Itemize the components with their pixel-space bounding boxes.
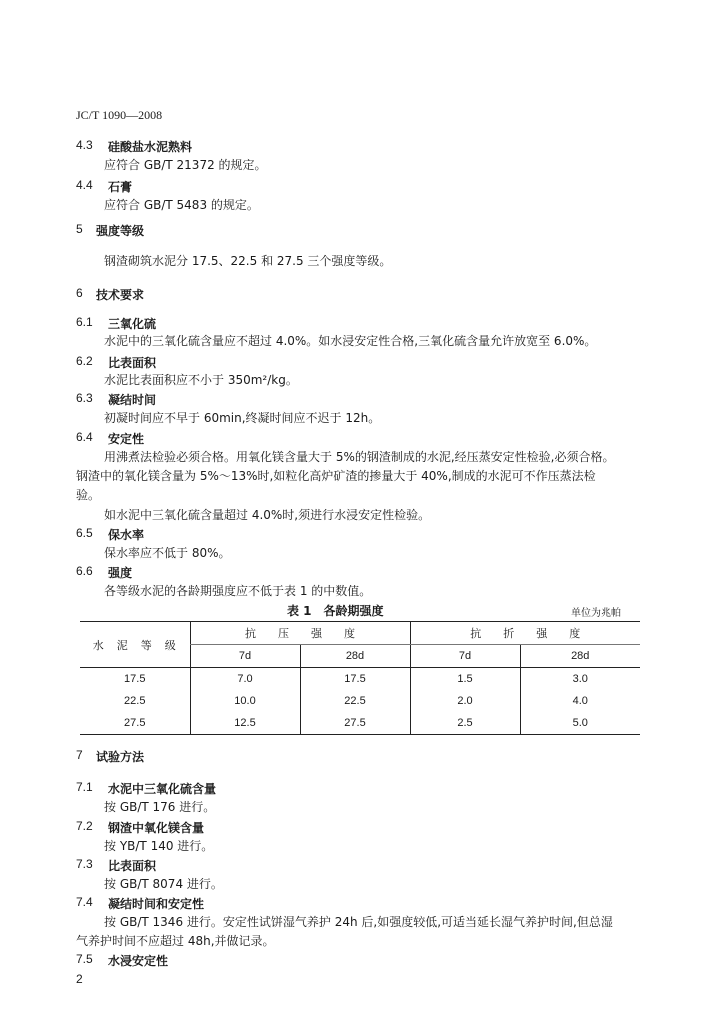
table-cell-compressive-28d: 22.5 bbox=[300, 690, 410, 712]
section-7-2-body: 按 YB/T 140 进行。 bbox=[104, 839, 214, 853]
table-cell-grade: 22.5 bbox=[124, 695, 146, 707]
section-6-3-title: 凝结时间 bbox=[108, 393, 157, 407]
table-header-grade: 水 泥 等 级 bbox=[80, 622, 190, 668]
table-cell-compressive-7d: 12.5 bbox=[190, 712, 300, 735]
table-cell-grade: 17.5 bbox=[124, 673, 146, 685]
section-7-1-body: 按 GB/T 176 进行。 bbox=[104, 800, 216, 814]
section-6-6-title: 强度 bbox=[108, 566, 133, 580]
table-cell-flexural-7d: 2.0 bbox=[410, 690, 520, 712]
table-row bbox=[80, 690, 640, 712]
table-cell-compressive-7d: 7.0 bbox=[190, 668, 300, 691]
section-6-1-title: 三氧化硫 bbox=[108, 317, 157, 331]
section-6-4-line-4: 如水泥中三氧化硫含量超过 4.0%时,须进行水浸安定性检验。 bbox=[104, 508, 431, 522]
section-6-4-line-3: 验。 bbox=[76, 488, 101, 502]
table-header-compressive-7d: 7d bbox=[190, 645, 300, 668]
section-6-2-title: 比表面积 bbox=[108, 356, 157, 370]
section-5-title: 强度等级 bbox=[96, 224, 145, 238]
section-6-title: 技术要求 bbox=[96, 288, 145, 302]
section-7-1-title: 水泥中三氧化硫含量 bbox=[108, 782, 217, 796]
section-6-1-number: 6.1 bbox=[76, 315, 93, 329]
section-6-2-body: 水泥比表面积应不小于 350m²/kg。 bbox=[104, 373, 298, 387]
section-7-4-line-2: 气养护时间不应超过 48h,并做记录。 bbox=[76, 934, 275, 948]
table-cell-flexural-7d: 2.5 bbox=[410, 712, 520, 735]
section-7-4-line-1: 按 GB/T 1346 进行。安定性试饼湿气养护 24h 后,如强度较低,可适当延长湿气养护时间,但总湿 bbox=[104, 915, 613, 929]
table-cell-flexural-28d: 4.0 bbox=[520, 690, 640, 712]
table-1 bbox=[80, 621, 640, 735]
section-7-4-title: 凝结时间和安定性 bbox=[108, 897, 205, 911]
section-7-2-number: 7.2 bbox=[76, 819, 93, 833]
section-7-3-body: 按 GB/T 8074 进行。 bbox=[104, 877, 223, 891]
section-6-5-body: 保水率应不低于 80%。 bbox=[104, 546, 231, 560]
table-cell-grade: 27.5 bbox=[80, 712, 190, 735]
section-7-5-title: 水浸安定性 bbox=[108, 954, 169, 968]
section-6-1-body: 水泥中的三氧化硫含量应不超过 4.0%。如水浸安定性合格,三氧化硫含量允许放宽至 6.0%。 bbox=[104, 334, 597, 348]
section-4-4-number: 4.4 bbox=[76, 178, 93, 192]
table-cell-compressive-28d: 27.5 bbox=[300, 712, 410, 735]
section-7-2-title: 钢渣中氧化镁含量 bbox=[108, 821, 205, 835]
table-header-flexural-7d: 7d bbox=[410, 645, 520, 668]
section-6-6-number: 6.6 bbox=[76, 564, 93, 578]
section-5-number: 5 bbox=[76, 222, 83, 236]
section-6-6-body: 各等级水泥的各龄期强度应不低于表 1 的中数值。 bbox=[104, 584, 372, 598]
section-7-title: 试验方法 bbox=[96, 750, 145, 764]
section-4-3-number: 4.3 bbox=[76, 138, 93, 152]
section-5-body: 钢渣砌筑水泥分 17.5、22.5 和 27.5 三个强度等级。 bbox=[104, 254, 392, 268]
table-header-flexural: 抗 折 强 度 bbox=[410, 622, 640, 645]
section-7-1-number: 7.1 bbox=[76, 780, 93, 794]
section-6-3-number: 6.3 bbox=[76, 391, 93, 405]
standard-code-header: JC/T 1090—2008 bbox=[76, 108, 163, 122]
section-6-5-number: 6.5 bbox=[76, 526, 93, 540]
section-7-4-number: 7.4 bbox=[76, 895, 93, 909]
section-7-3-title: 比表面积 bbox=[108, 859, 157, 873]
page-number: 2 bbox=[76, 972, 83, 986]
section-6-number: 6 bbox=[76, 286, 83, 300]
table-cell-compressive-28d: 17.5 bbox=[300, 668, 410, 691]
table-header-compressive-28d: 28d bbox=[300, 645, 410, 668]
section-7-3-number: 7.3 bbox=[76, 857, 93, 871]
section-4-4-body: 应符合 GB/T 5483 的规定。 bbox=[104, 198, 259, 212]
section-4-3-body: 应符合 GB/T 21372 的规定。 bbox=[104, 158, 267, 172]
table-1-caption: 表 1 各龄期强度 bbox=[287, 604, 384, 618]
section-4-4-title: 石膏 bbox=[108, 180, 133, 194]
section-6-4-number: 6.4 bbox=[76, 430, 93, 444]
table-header-compressive: 抗 压 强 度 bbox=[190, 622, 410, 645]
section-4-3-title: 硅酸盐水泥熟料 bbox=[108, 140, 193, 154]
table-row bbox=[80, 668, 640, 691]
section-6-4-line-2: 钢渣中的氧化镁含量为 5%～13%时,如粒化高炉矿渣的掺量大于 40%,制成的水泥可不作压蒸法检 bbox=[76, 469, 596, 483]
section-6-3-body: 初凝时间应不早于 60min,终凝时间应不迟于 12h。 bbox=[104, 411, 381, 425]
section-6-2-number: 6.2 bbox=[76, 354, 93, 368]
section-6-5-title: 保水率 bbox=[108, 528, 145, 542]
table-cell-flexural-7d: 1.5 bbox=[410, 668, 520, 691]
table-cell-compressive-7d: 10.0 bbox=[190, 690, 300, 712]
table-header-flexural-28d: 28d bbox=[520, 645, 640, 668]
table-cell-flexural-28d: 3.0 bbox=[520, 668, 640, 691]
table-cell-flexural-28d: 5.0 bbox=[520, 712, 640, 735]
section-6-4-line-1: 用沸煮法检验必须合格。用氧化镁含量大于 5%的钢渣制成的水泥,经压蒸安定性检验,必须合格。 bbox=[104, 450, 615, 464]
section-6-4-title: 安定性 bbox=[108, 432, 145, 446]
table-1-unit: 单位为兆帕 bbox=[571, 608, 621, 619]
section-7-5-number: 7.5 bbox=[76, 952, 93, 966]
section-7-number: 7 bbox=[76, 748, 83, 762]
table-row bbox=[80, 712, 640, 735]
